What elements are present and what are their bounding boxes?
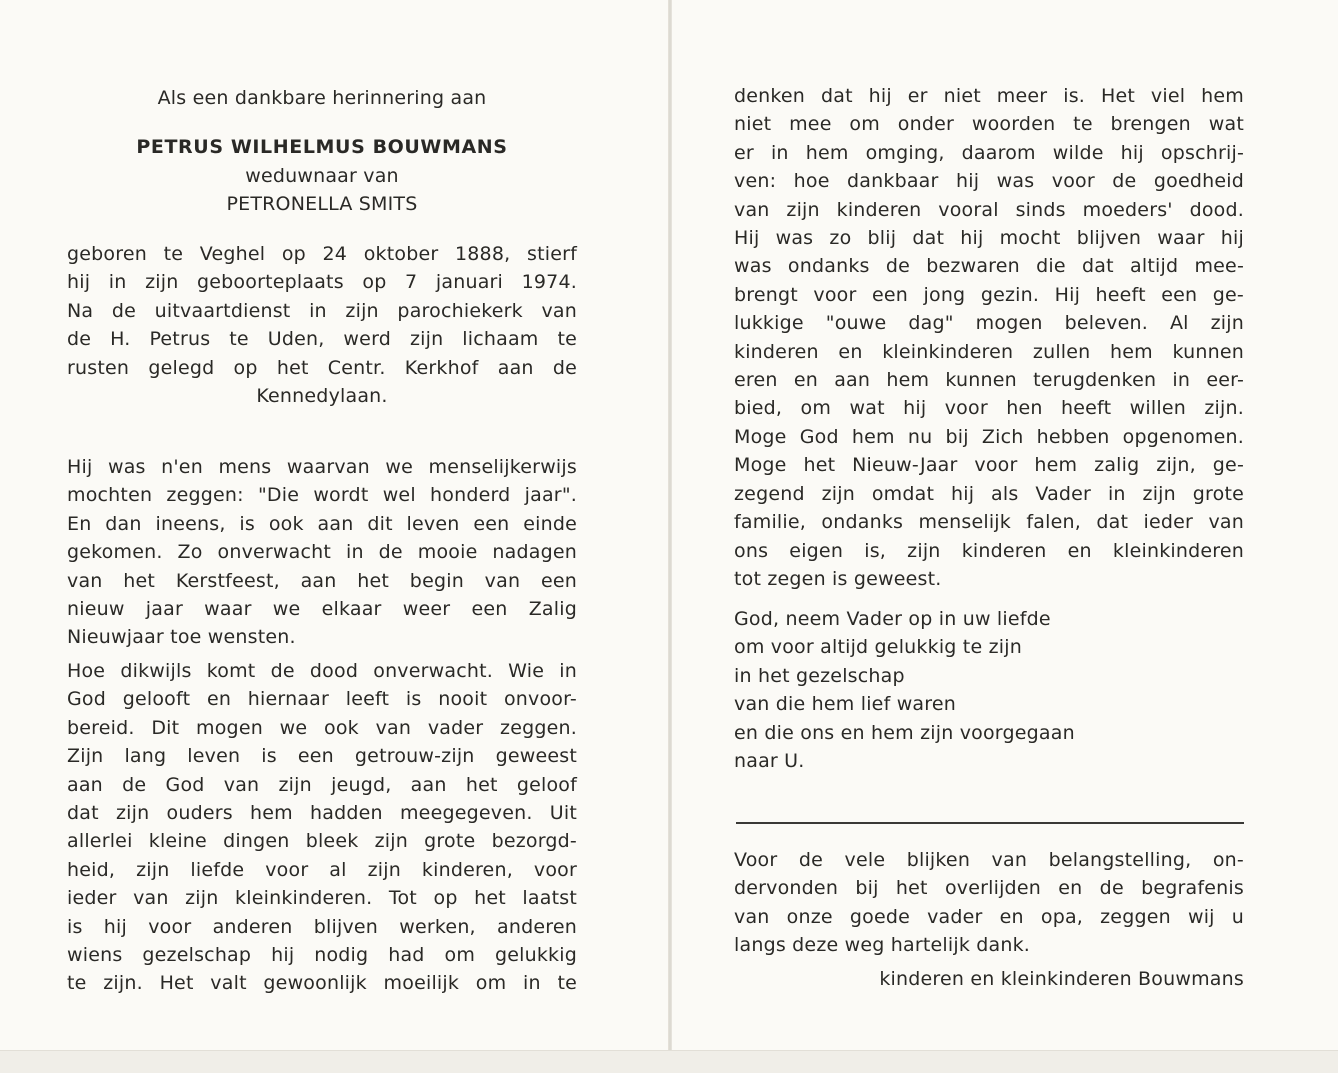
prayer-line: van die hem lief waren	[734, 693, 957, 716]
text-line: ons eigen is, zijn kinderen en kleinkinderen	[734, 539, 1244, 562]
text-line: wiens gezelschap hij nodig had om gelukkig	[67, 944, 577, 967]
text-line: Moge het Nieuw-Jaar voor hem zalig zijn, ge-	[734, 454, 1244, 477]
text-line: was ondanks de bezwaren die dat altijd mee-	[734, 255, 1244, 278]
bio-line: rusten gelegd op het Centr. Kerkhof aan de	[67, 356, 577, 379]
deceased-name: PETRUS WILHELMUS BOUWMANS	[136, 136, 508, 158]
paragraph-continued	[734, 82, 1244, 593]
text-line: van onze goede vader en opa, zeggen wij u	[734, 905, 1244, 928]
text-line: Zijn lang leven is een getrouw-zijn geweest	[67, 745, 577, 768]
text-line: brengt voor een jong gezin. Hij heeft een ge-	[734, 283, 1244, 306]
text-line: lukkige "ouwe dag" mogen beleven. Al zijn	[734, 312, 1244, 335]
text-line: niet mee om onder woorden te brengen wat	[734, 113, 1244, 136]
spouse-name: PETRONELLA SMITS	[226, 193, 418, 215]
prayer-line: in het gezelschap	[734, 664, 905, 687]
text-line: te zijn. Het valt gewoonlijk moeilijk om in te	[67, 972, 577, 995]
text-line: van zijn kinderen vooral sinds moeders' dood.	[734, 198, 1244, 221]
text-line: gekomen. Zo onverwacht in de mooie nadagen	[67, 541, 577, 564]
card-fold	[668, 0, 672, 1050]
relation-line: weduwnaar van	[245, 165, 399, 187]
text-line: allerlei kleine dingen bleek zijn grote bezorgd-	[67, 830, 577, 853]
intro-line: Als een dankbare herinnering aan	[157, 87, 487, 109]
text-line-last: tot zegen is geweest.	[734, 567, 942, 590]
text-line: er in hem omging, daarom wilde hij opschrij-	[734, 141, 1244, 164]
paragraph-2	[67, 657, 577, 998]
bio-line: de H. Petrus te Uden, werd zijn lichaam te	[67, 328, 577, 351]
bio-line: Na de uitvaartdienst in zijn parochiekerk van	[67, 299, 577, 322]
text-line: zegend zijn omdat hij als Vader in zijn grote	[734, 482, 1244, 505]
text-line: Hij was n'en mens waarvan we menselijkerwijs	[67, 456, 577, 478]
signature: kinderen en kleinkinderen Bouwmans	[879, 968, 1244, 990]
prayer-line: God, neem Vader op in uw liefde	[734, 608, 1051, 630]
text-line: denken dat hij er niet meer is. Het viel hem	[734, 85, 1244, 107]
prayer	[734, 605, 1244, 775]
text-line: ieder van zijn kleinkinderen. Tot op het laatst	[67, 887, 577, 910]
paragraph-1	[67, 453, 577, 652]
text-line: Hij was zo blij dat hij mocht blijven waar hij	[734, 227, 1244, 250]
text-line: God gelooft en hiernaar leeft is nooit onvoor-	[67, 688, 577, 711]
prayer-line: om voor altijd gelukkig te zijn	[734, 636, 1022, 659]
text-line: heid, zijn liefde voor al zijn kinderen, voor	[67, 858, 577, 881]
scan-bottom-edge	[0, 1050, 1338, 1073]
text-line: eren en aan hem kunnen terugdenken in eer-	[734, 369, 1244, 392]
text-line-last: Nieuwjaar toe wensten.	[67, 626, 296, 649]
text-line: van het Kerstfeest, aan het begin van een	[67, 569, 577, 592]
prayer-line: en die ons en hem zijn voorgegaan	[734, 721, 1075, 744]
prayer-line: naar U.	[734, 750, 805, 773]
text-line: Voor de vele blijken van belangstelling, on-	[734, 849, 1244, 871]
text-line: En dan ineens, is ook aan dit leven een einde	[67, 512, 577, 535]
text-line: kinderen en kleinkinderen zullen hem kunnen	[734, 340, 1244, 363]
text-line: bied, om wat hij voor hen heeft willen zijn.	[734, 397, 1244, 420]
text-line: mochten zeggen: "Die wordt wel honderd jaar".	[67, 484, 577, 507]
text-line: bereid. Dit mogen we ook van vader zeggen.	[67, 716, 577, 739]
text-line: Hoe dikwijls komt de dood onverwacht. Wie in	[67, 660, 577, 682]
text-line: is hij voor anderen blijven werken, anderen	[67, 915, 577, 938]
text-line: Moge God hem nu bij Zich hebben opgenomen.	[734, 425, 1244, 448]
thanks-paragraph	[734, 846, 1244, 960]
bio-line: geboren te Veghel op 24 oktober 1888, stierf	[67, 243, 577, 265]
text-line-last: langs deze weg hartelijk dank.	[734, 934, 1031, 957]
bio-line-last: Kennedylaan.	[256, 385, 388, 408]
biography	[67, 240, 577, 410]
text-line: dervonden bij het overlijden en de begrafenis	[734, 877, 1244, 900]
bio-line: hij in zijn geboorteplaats op 7 januari 1974.	[67, 271, 577, 294]
text-line: dat zijn ouders hem hadden meegegeven. Uit	[67, 802, 577, 825]
separator-rule	[736, 822, 1244, 824]
text-line: familie, ondanks menselijk falen, dat ieder van	[734, 511, 1244, 534]
text-line: aan de God van zijn jeugd, aan het geloof	[67, 773, 577, 796]
text-line: ven: hoe dankbaar hij was voor de goedheid	[734, 170, 1244, 193]
text-line: nieuw jaar waar we elkaar weer een Zalig	[67, 598, 577, 621]
